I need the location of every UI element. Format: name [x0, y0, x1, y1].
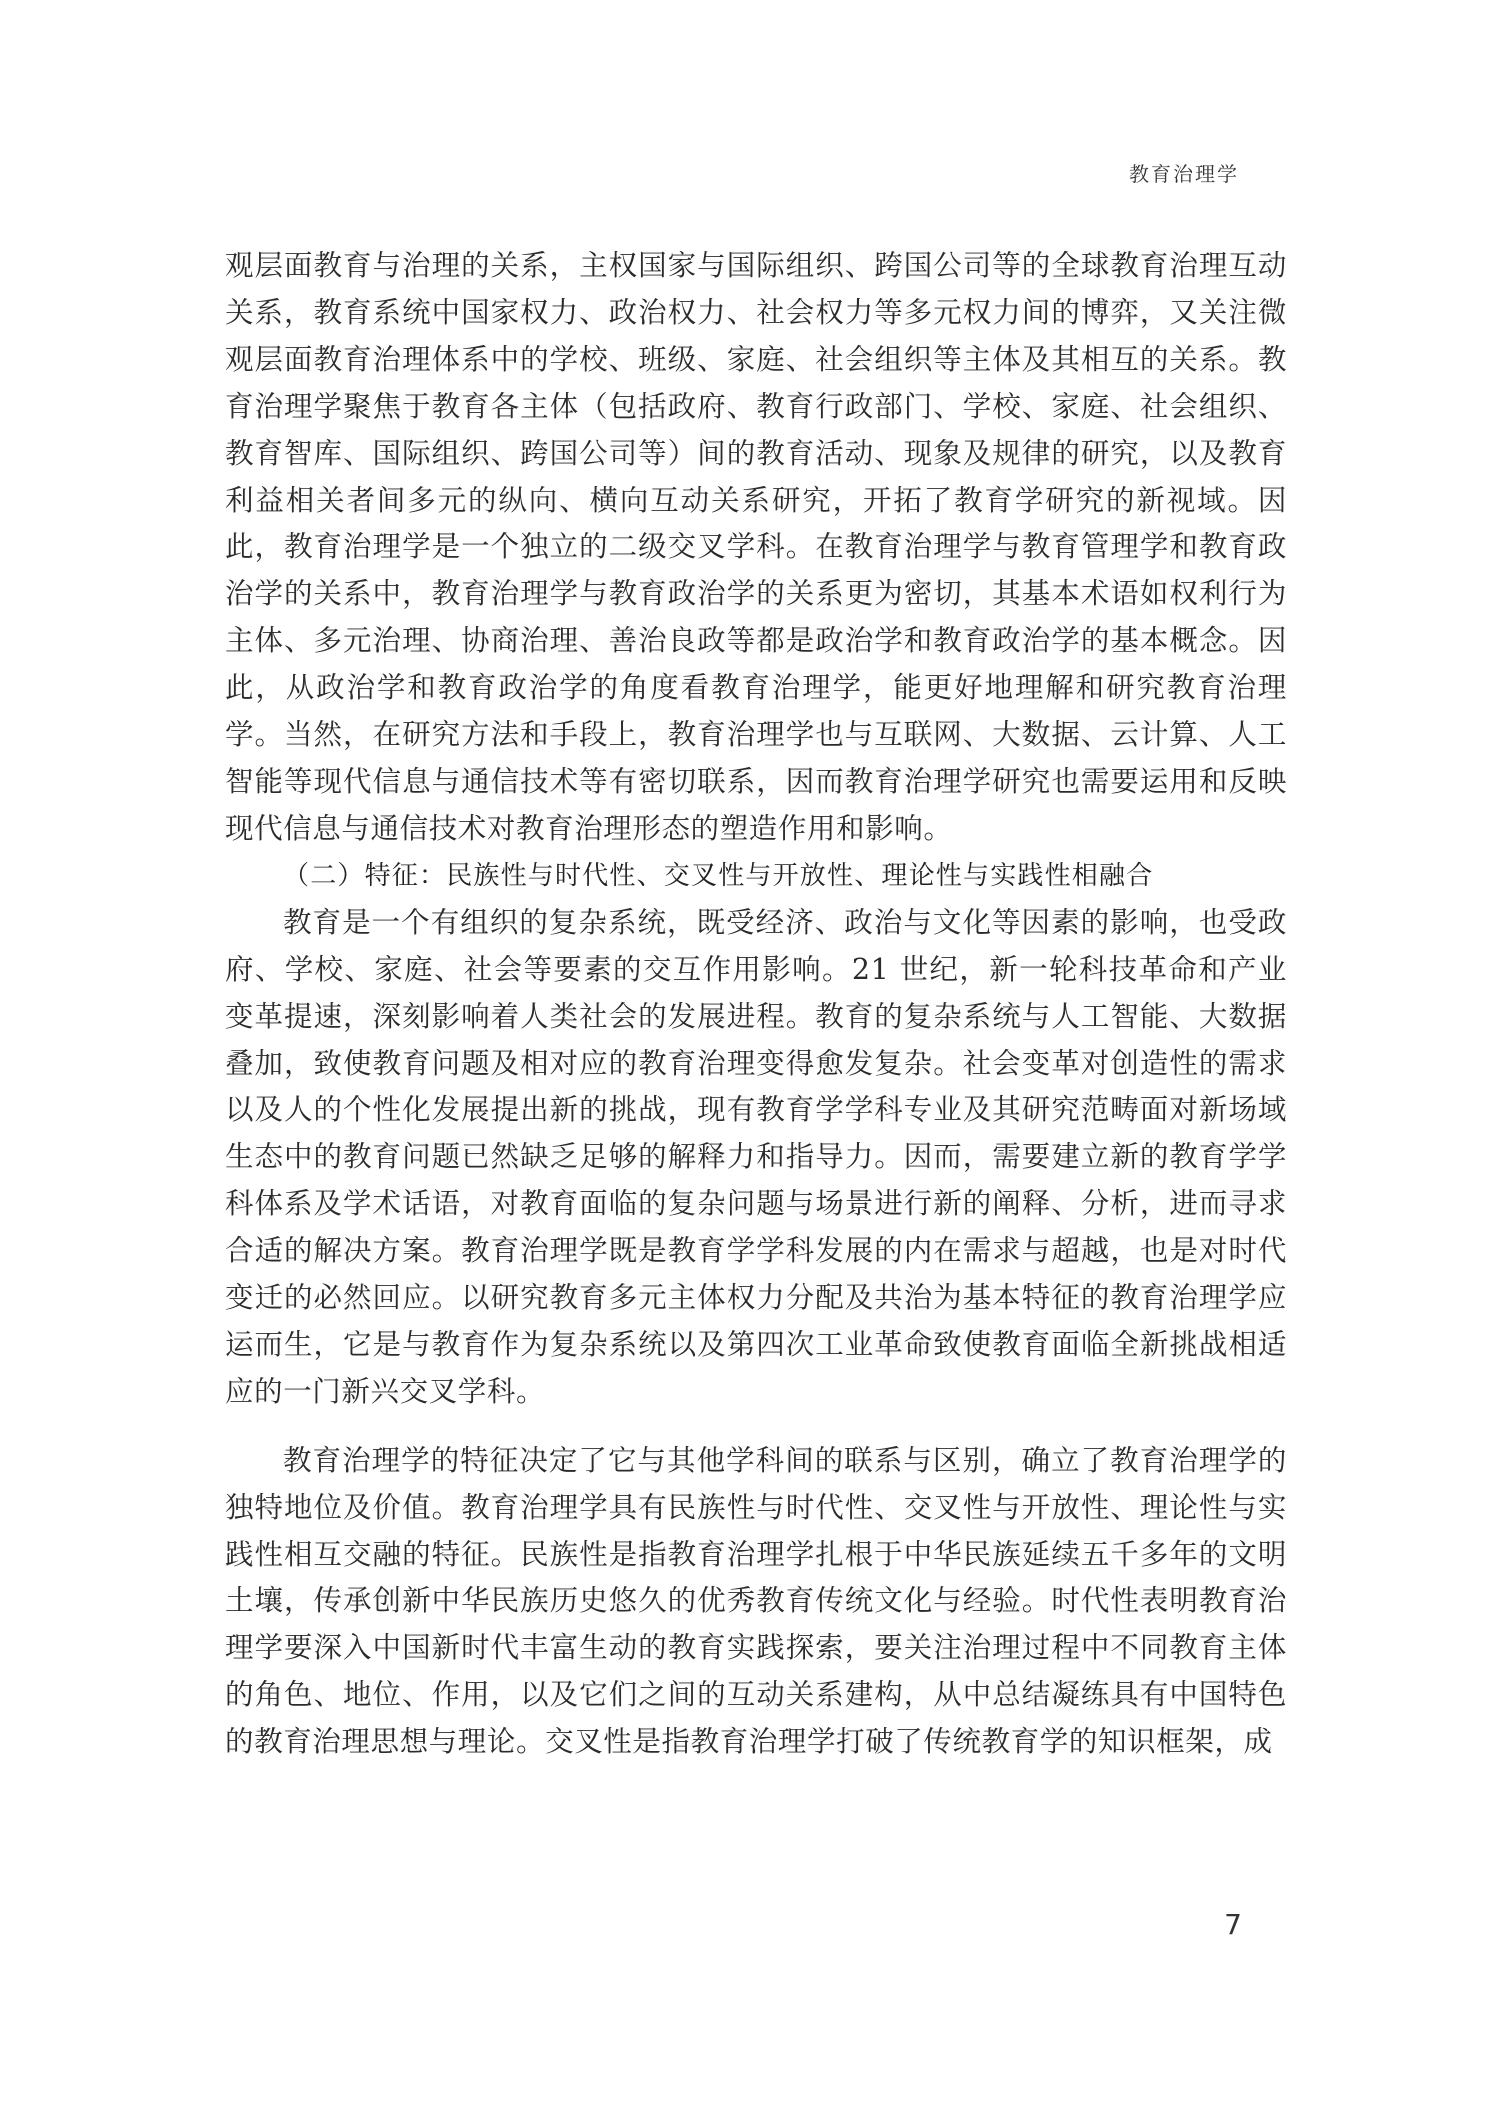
body-paragraph: 教育是一个有组织的复杂系统，既受经济、政治与文化等因素的影响，也受政府、学校、家庭、社会等要素的交互作用影响。21 世纪，新一轮科技革命和产业变革提速，深刻影响着人类社会的发展进程。教育的复杂系统与人工智能、大数据叠加，致使教育问题及相对应的教育治理变得愈发复杂。社会变革对创造性的需求以及人的个性化发展提出新的挑战，现有教育学学科专业及其研究范畴面对新场域生态中的教育问题已然缺乏足够的解释力和指导力。因而，需要建立新的教育学学科体系及学术话语，对教育面临的复杂问题与场景进行新的阐释、分析，进而寻求合适的解决方案。教育治理学既是教育学学科发展的内在需求与超越，也是对时代变迁的必然回应。以研究教育多元主体权力分配及共治为基本特征的教育治理学应运而生，它是与教育作为复杂系统以及第四次工业革命致使教育面临全新挑战相适应的一门新兴交叉学科。: [225, 905, 1287, 1408]
section-heading: （二）特征：民族性与时代性、交叉性与开放性、理论性与实践性相融合: [283, 860, 1154, 891]
page-number: 7: [1224, 1908, 1242, 1941]
running-header-title: 教育治理学: [1129, 162, 1239, 186]
paragraph-spacer: [225, 1416, 1287, 1438]
page-body: [225, 243, 1287, 1766]
body-paragraph: 教育治理学的特征决定了它与其他学科间的联系与区别，确立了教育治理学的独特地位及价值。教育治理学具有民族性与时代性、交叉性与开放性、理论性与实践性相互交融的特征。民族性是指教育治理学扎根于中华民族延续五千多年的文明土壤，传承创新中华民族历史悠久的优秀教育传统文化与经验。时代性表明教育治理学要深入中国新时代丰富生动的教育实践探索，要关注治理过程中不同教育主体的角色、地位、作用，以及它们之间的互动关系建构，从中总结凝练具有中国特色的教育治理思想与理论。交叉性是指教育治理学打破了传统教育学的知识框架，成: [225, 1443, 1287, 1759]
body-paragraph: 观层面教育与治理的关系，主权国家与国际组织、跨国公司等的全球教育治理互动关系，教育系统中国家权力、政治权力、社会权力等多元权力间的博弈，又关注微观层面教育治理体系中的学校、班级、家庭、社会组织等主体及其相互的关系。教育治理学聚焦于教育各主体（包括政府、教育行政部门、学校、家庭、社会组织、教育智库、国际组织、跨国公司等）间的教育活动、现象及规律的研究，以及教育利益相关者间多元的纵向、横向互动关系研究，开拓了教育学研究的新视域。因此，教育治理学是一个独立的二级交叉学科。在教育治理学与教育管理学和教育政治学的关系中，教育治理学与教育政治学的关系更为密切，其基本术语如权利行为主体、多元治理、协商治理、善治良政等都是政治学和教育政治学的基本概念。因此，从政治学和教育政治学的角度看教育治理学，能更好地理解和研究教育治理学。当然，在研究方法和手段上，教育治理学也与互联网、大数据、云计算、人工智能等现代信息与通信技术等有密切联系，因而教育治理学研究也需要运用和反映现代信息与通信技术对教育治理形态的塑造作用和影响。: [225, 249, 1287, 845]
